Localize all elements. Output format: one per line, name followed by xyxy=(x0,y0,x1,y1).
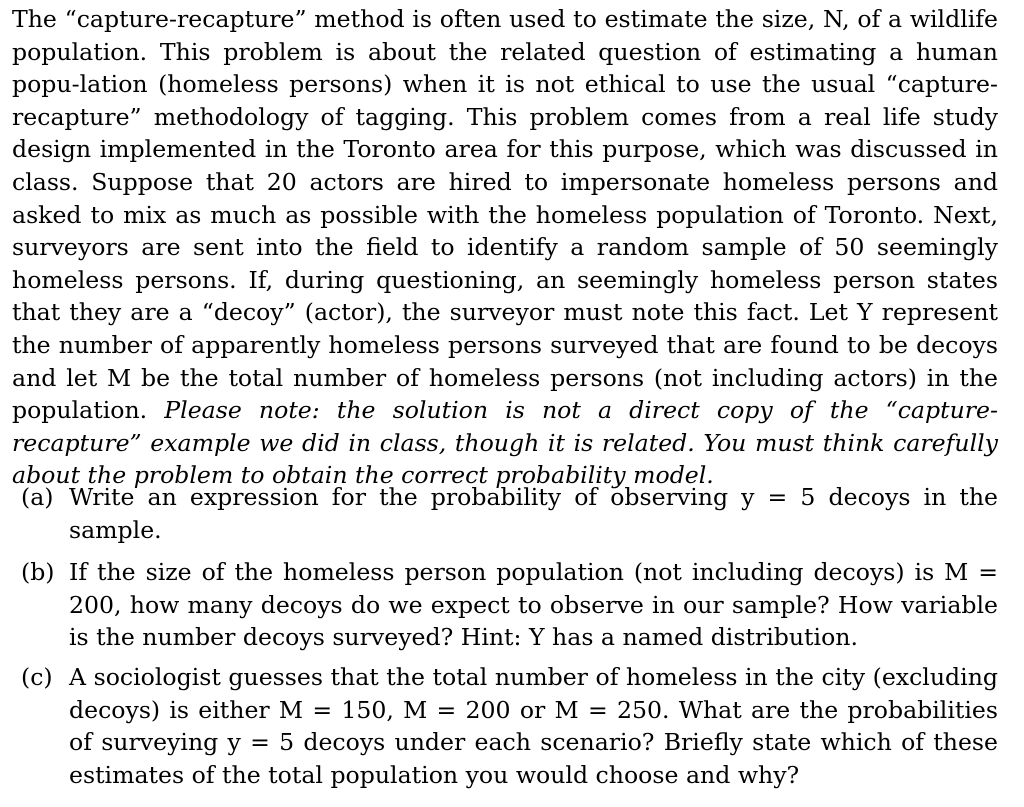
question-b xyxy=(12,556,998,654)
question-c xyxy=(12,661,998,791)
problem-statement xyxy=(12,0,998,492)
intro-text: The “capture-recapture” method is often used to estimate the size, N, of a wildlife population. This problem is about the related question of estimating a human popu-lation (homeless persons) when it is not ethical to use the usual “capture-recapture” methodology of tagging. This problem comes from a real life study design implemented in the Toronto area for this purpose, which was discussed in class. Suppose that 20 actors are hired to impersonate homeless persons and asked to mix as much as possible with the homeless population of Toronto. Next, surveyors are sent into the field to identify a random sample of 50 seemingly homeless persons. If, during questioning, an seemingly homeless person states that they are a “decoy” (actor), the surveyor must note this fact. Let Y represent the number of apparently homeless persons surveyed that are found to be decoys and let M be the total number of homeless persons (not including actors) in the population. xyxy=(12,5,998,425)
question-a xyxy=(12,481,998,546)
question-text: Write an expression for the probability of observing y = 5 decoys in the sample. xyxy=(69,483,998,544)
question-text: If the size of the homeless person population (not including decoys) is M = 200, how many decoys do we expect to observe in our sample? How variable is the number decoys surveyed? Hint: Y has a named distribution. xyxy=(69,558,998,652)
intro-note: Please note: the solution is not a direct copy of the “capture-recapture” example we did in class, though it is related. You must think carefully about the problem to obtain the correct probability model. xyxy=(12,396,998,490)
question-label: (c) xyxy=(21,663,53,691)
question-label: (b) xyxy=(21,558,55,586)
intro-paragraph xyxy=(12,0,998,492)
question-text: A sociologist guesses that the total number of homeless in the city (excluding decoys) is either M = 150, M = 200 or M = 250. What are the probabilities of surveying y = 5 decoys under each scenario? Briefly state which of these estimates of the total population you would choose and why? xyxy=(69,663,998,789)
question-label: (a) xyxy=(21,483,54,511)
